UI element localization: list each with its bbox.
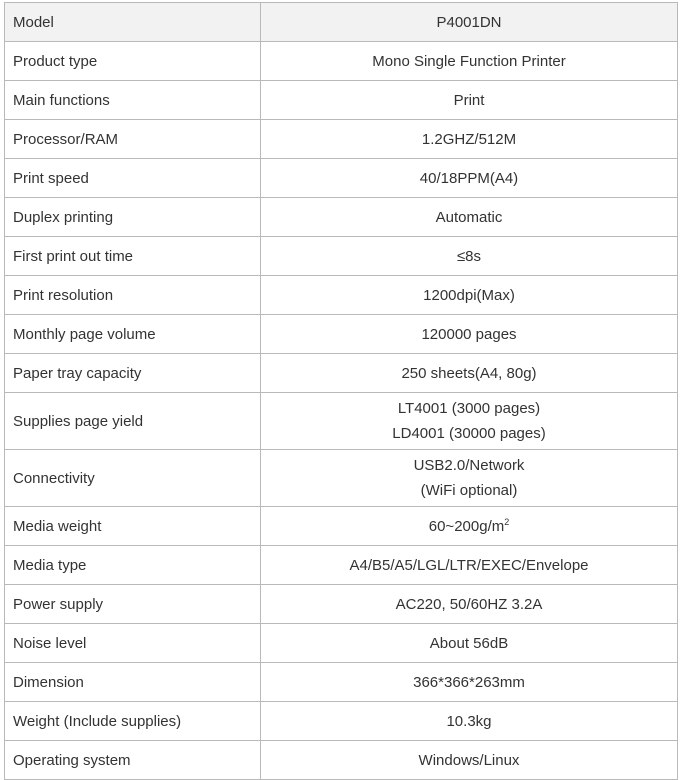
row-label: Supplies page yield bbox=[5, 393, 261, 450]
spec-table bbox=[4, 2, 678, 780]
table-row bbox=[5, 702, 678, 741]
row-value: Mono Single Function Printer bbox=[261, 42, 678, 81]
row-value-line: LT4001 (3000 pages) bbox=[397, 400, 541, 417]
row-value: 1.2GHZ/512M bbox=[261, 120, 678, 159]
row-value-line: LD4001 (30000 pages) bbox=[392, 425, 546, 442]
row-value: 40/18PPM(A4) bbox=[261, 159, 678, 198]
table-row bbox=[5, 42, 678, 81]
table-row bbox=[5, 624, 678, 663]
row-value: 10.3kg bbox=[261, 702, 678, 741]
row-value-line: USB2.0/Network bbox=[413, 457, 525, 474]
media-weight-superscript: 2 bbox=[504, 516, 510, 527]
row-label: Monthly page volume bbox=[5, 315, 261, 354]
table-row bbox=[5, 276, 678, 315]
row-value: A4/B5/A5/LGL/LTR/EXEC/Envelope bbox=[261, 546, 678, 585]
table-row bbox=[5, 741, 678, 780]
row-value-line: (WiFi optional) bbox=[420, 482, 518, 499]
table-row bbox=[5, 81, 678, 120]
row-label: Media weight bbox=[5, 507, 261, 546]
table-row bbox=[5, 393, 678, 450]
row-label: Dimension bbox=[5, 663, 261, 702]
row-value: Automatic bbox=[261, 198, 678, 237]
row-value bbox=[261, 393, 678, 450]
row-label: First print out time bbox=[5, 237, 261, 276]
row-label: Processor/RAM bbox=[5, 120, 261, 159]
row-value: 1200dpi(Max) bbox=[261, 276, 678, 315]
table-row bbox=[5, 120, 678, 159]
row-value: About 56dB bbox=[261, 624, 678, 663]
table-row bbox=[5, 450, 678, 507]
table-header-row bbox=[5, 3, 678, 42]
row-label: Connectivity bbox=[5, 450, 261, 507]
row-label: Print speed bbox=[5, 159, 261, 198]
row-label: Noise level bbox=[5, 624, 261, 663]
row-label: Paper tray capacity bbox=[5, 354, 261, 393]
row-label: Print resolution bbox=[5, 276, 261, 315]
row-value: 120000 pages bbox=[261, 315, 678, 354]
table-row bbox=[5, 198, 678, 237]
row-value bbox=[261, 450, 678, 507]
row-label: Media type bbox=[5, 546, 261, 585]
table-row bbox=[5, 237, 678, 276]
row-label: Main functions bbox=[5, 81, 261, 120]
table-row bbox=[5, 507, 678, 546]
row-label: Duplex printing bbox=[5, 198, 261, 237]
row-value bbox=[261, 507, 678, 546]
row-label: Product type bbox=[5, 42, 261, 81]
model-value: P4001DN bbox=[261, 3, 678, 42]
media-weight-text: 60~200g/m bbox=[428, 517, 505, 535]
row-label: Operating system bbox=[5, 741, 261, 780]
model-label: Model bbox=[5, 3, 261, 42]
row-label: Weight (Include supplies) bbox=[5, 702, 261, 741]
table-row bbox=[5, 159, 678, 198]
row-value: 250 sheets(A4, 80g) bbox=[261, 354, 678, 393]
table-row bbox=[5, 354, 678, 393]
table-row bbox=[5, 663, 678, 702]
row-value: Print bbox=[261, 81, 678, 120]
table-row bbox=[5, 546, 678, 585]
row-value: 366*366*263mm bbox=[261, 663, 678, 702]
table-row bbox=[5, 585, 678, 624]
table-row bbox=[5, 315, 678, 354]
row-value: Windows/Linux bbox=[261, 741, 678, 780]
row-value: ≤8s bbox=[261, 237, 678, 276]
row-value: AC220, 50/60HZ 3.2A bbox=[261, 585, 678, 624]
row-label: Power supply bbox=[5, 585, 261, 624]
